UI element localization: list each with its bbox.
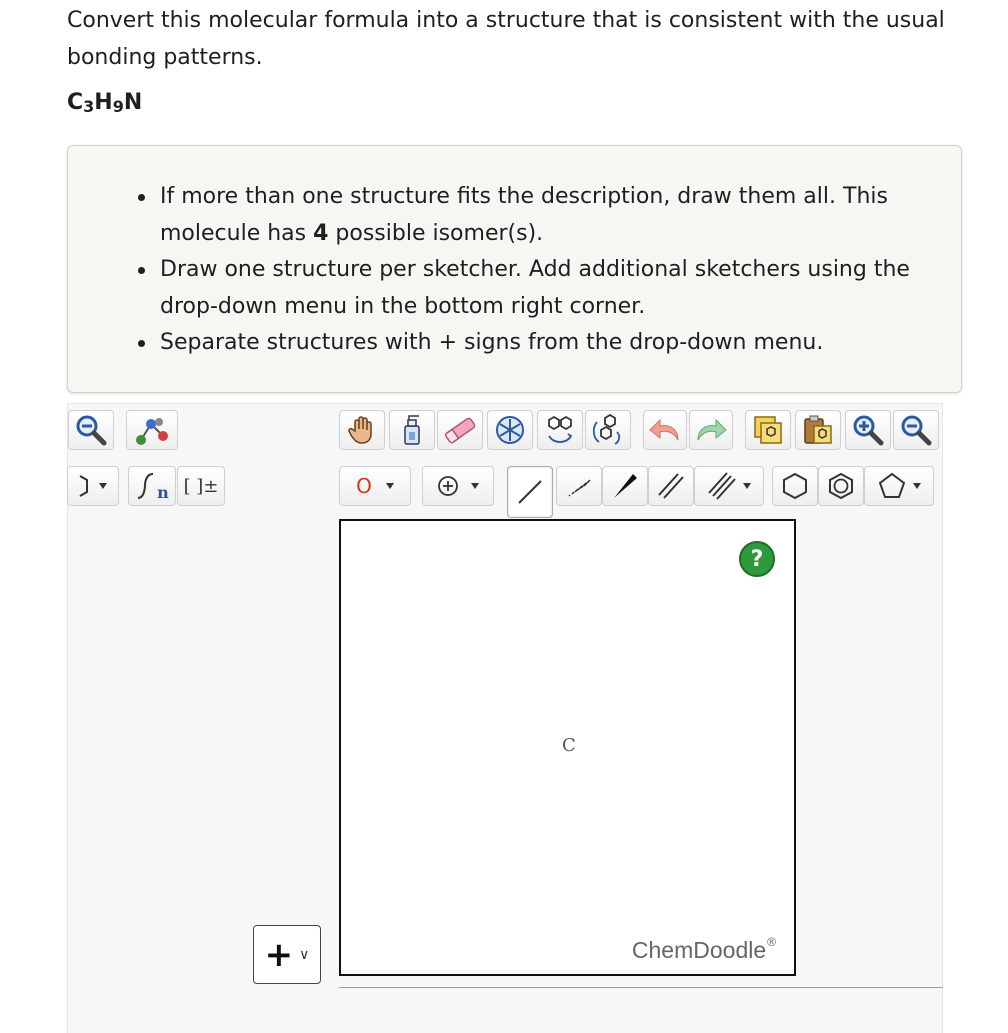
zoom-out-icon	[75, 414, 107, 446]
positive-charge-icon	[437, 475, 459, 497]
double-bond-icon	[656, 471, 686, 501]
eraser-tool-button[interactable]	[437, 410, 483, 450]
help-label: ?	[750, 546, 764, 572]
hexagon-ring-icon	[780, 471, 810, 501]
copy-button[interactable]	[745, 410, 791, 450]
zoom-in-icon	[852, 414, 884, 446]
single-bond-icon	[515, 477, 545, 507]
ring-partial-icon	[79, 472, 93, 500]
chemdoodle-brand: ChemDoodle®	[631, 935, 776, 963]
flip-tool-button[interactable]	[537, 410, 583, 450]
polymer-n-label: n	[157, 482, 169, 502]
instruction-one-per-sketcher: Draw one structure per sketcher. Add additional sketchers using the drop-down menu in the bottom right corner.	[136, 252, 936, 325]
zoom-out-button-main[interactable]	[893, 410, 939, 450]
isomer-count: 4	[313, 220, 329, 246]
polymer-icon	[135, 471, 157, 501]
template-tool-button[interactable]	[487, 410, 533, 450]
rotate-tool-button[interactable]	[585, 410, 631, 450]
chevron-down-icon	[99, 483, 107, 489]
redo-icon	[694, 416, 728, 444]
instructions-list	[136, 179, 936, 362]
triple-bond-dropdown[interactable]	[694, 466, 764, 506]
wedge-bond-button[interactable]	[602, 466, 648, 506]
chevron-down-icon	[743, 483, 751, 489]
bracket-label: [ ]±	[183, 475, 219, 497]
snowflake-ring-icon	[494, 414, 526, 446]
hand-icon	[348, 415, 376, 445]
atom-label-dropdown[interactable]	[339, 466, 411, 506]
pan-tool-button[interactable]	[339, 410, 385, 450]
triple-bond-icon	[707, 471, 737, 501]
charge-dropdown[interactable]	[422, 466, 494, 506]
chevron-down-icon	[913, 483, 921, 489]
sketcher-canvas[interactable]	[339, 519, 796, 976]
hashed-wedge-icon	[564, 471, 594, 501]
eraser-icon	[443, 415, 477, 445]
ring-tool-dropdown-partial[interactable]	[67, 466, 119, 506]
charge-bracket-button[interactable]	[177, 466, 225, 506]
add-sketcher-dropdown[interactable]	[253, 925, 321, 984]
polymer-tool-button[interactable]	[128, 466, 176, 506]
pentagon-ring-icon	[877, 471, 907, 501]
zoom-out-button[interactable]	[68, 410, 114, 450]
clean-molecule-icon	[135, 414, 169, 446]
copy-molecule-icon	[752, 414, 784, 446]
double-bond-button[interactable]	[648, 466, 694, 506]
paste-button[interactable]	[795, 410, 841, 450]
separator-line	[339, 987, 943, 988]
clear-tool-button[interactable]	[389, 410, 435, 450]
atom-label-value: O	[356, 474, 372, 498]
single-bond-button[interactable]	[507, 466, 553, 518]
carbon-atom[interactable]: C	[562, 735, 576, 756]
chevron-down-icon: ∨	[299, 946, 310, 963]
paste-clipboard-icon	[802, 414, 834, 446]
molecular-formula: $C_3H_9N$	[67, 90, 143, 116]
chevron-down-icon	[471, 483, 479, 489]
undo-button[interactable]	[643, 410, 687, 450]
instruction-separate-structures: Separate structures with + signs from the drop-down menu.	[136, 325, 936, 362]
wedge-bond-icon	[610, 471, 640, 501]
benzene-ring-icon	[826, 471, 856, 501]
zoom-out-icon	[900, 414, 932, 446]
redo-button[interactable]	[689, 410, 733, 450]
question-text: Convert this molecular formula into a structure that is consistent with the usual bonding patterns.	[67, 8, 945, 70]
plus-icon: +	[264, 934, 294, 975]
rotate-molecule-icon	[591, 414, 625, 446]
benzene-button[interactable]	[818, 466, 864, 506]
instruction-isomers: If more than one structure fits the description, draw them all. This molecule has 4 possible isomer(s).	[136, 179, 936, 252]
zoom-in-button[interactable]	[845, 410, 891, 450]
flip-molecule-icon	[543, 414, 577, 446]
undo-icon	[648, 416, 682, 444]
clean-structure-button[interactable]	[126, 410, 178, 450]
hashed-wedge-bond-button[interactable]	[556, 466, 602, 506]
cyclohexane-button[interactable]	[772, 466, 818, 506]
instructions-panel	[67, 145, 962, 393]
help-button[interactable]	[739, 541, 775, 577]
spray-bottle-icon	[399, 414, 425, 446]
chevron-down-icon	[386, 483, 394, 489]
cyclopentane-dropdown[interactable]	[864, 466, 934, 506]
